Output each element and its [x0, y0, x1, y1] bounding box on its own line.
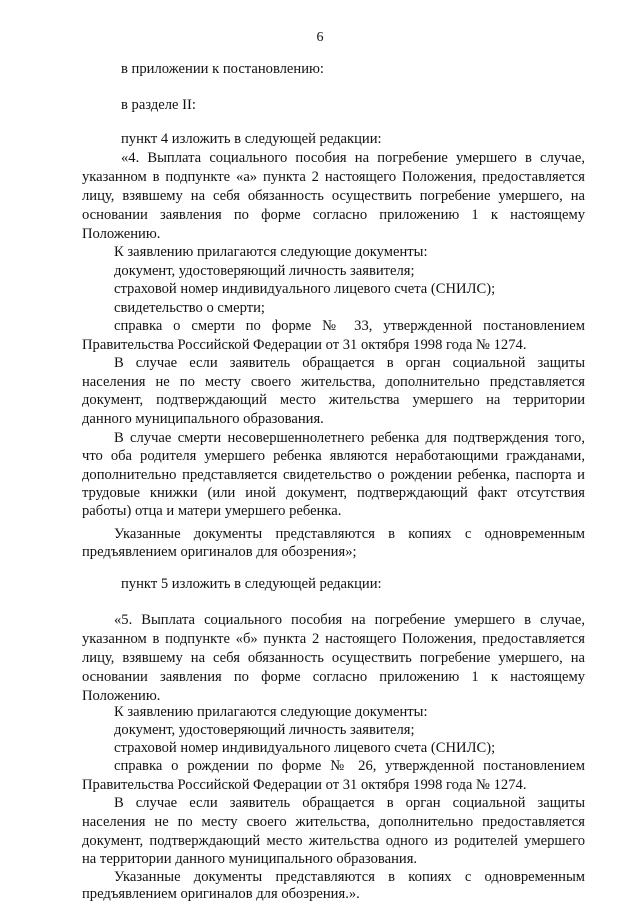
- text-line: работы) отца и матери умершего ребенка.: [82, 503, 342, 519]
- text-line: Правительства Российской Федерации от 31 октября 1998 года № 1274.: [82, 337, 527, 353]
- text-line: страховой номер индивидуального лицевого счета (СНИЛС);: [114, 740, 496, 756]
- text-line: документ, подтверждающий место жительства умершего на территории: [82, 392, 585, 408]
- text-line: что оба родителя умершего ребенка являются неработающими гражданами,: [82, 448, 585, 464]
- text-line: в приложении к постановлению:: [121, 61, 324, 77]
- text-line: дополнительно представляется свидетельство о рождении ребенка, паспорта и: [82, 467, 585, 483]
- text-line: Указанные документы представляются в копиях с одновременным: [114, 869, 585, 885]
- text-line: пункт 4 изложить в следующей редакции:: [121, 131, 382, 147]
- text-line: В случае смерти несовершеннолетнего ребенка для подтверждения того,: [114, 430, 585, 446]
- text-line: основании заявления по форме согласно приложению 1 к настоящему: [82, 207, 585, 223]
- text-line: страховой номер индивидуального лицевого счета (СНИЛС);: [114, 281, 496, 297]
- text-line: К заявлению прилагаются следующие документы:: [114, 244, 428, 260]
- text-line: трудовые книжки (или иной документ, подтверждающий факт отсутствия: [82, 485, 585, 501]
- text-line: Правительства Российской Федерации от 31 октября 1998 года № 1274.: [82, 777, 527, 793]
- text-line: «4. Выплата социального пособия на погребение умершего в случае,: [121, 150, 585, 166]
- text-line: В случае если заявитель обращается в орган социальной защиты: [114, 355, 585, 371]
- text-line: указанном в подпункте «б» пункта 2 настоящего Положения, предоставляется: [82, 631, 585, 647]
- text-line: предъявлением оригиналов для обозрения»;: [82, 544, 357, 560]
- text-line: Положению.: [82, 688, 161, 704]
- page-number: 6: [316, 30, 324, 45]
- text-line: В случае если заявитель обращается в орган социальной защиты: [114, 795, 585, 811]
- text-line: в разделе II:: [121, 97, 196, 113]
- text-line: лицу, взявшему на себя обязанность осуществить погребение умершего, на: [82, 650, 585, 666]
- text-line: справка о рождении по форме № 26, утвержденной постановлением: [114, 758, 585, 774]
- text-line: данного муниципального образования.: [82, 411, 324, 427]
- text-line: пункт 5 изложить в следующей редакции:: [121, 576, 382, 592]
- text-line: «5. Выплата социального пособия на погребение умершего в случае,: [114, 612, 585, 628]
- text-line: предъявлением оригиналов для обозрения.».: [82, 886, 360, 902]
- text-line: документ, удостоверяющий личность заявителя;: [114, 722, 415, 738]
- text-line: справка о смерти по форме № 33, утвержденной постановлением: [114, 318, 585, 334]
- text-line: населения не по месту своего жительства, дополнительно предоставляется: [82, 814, 585, 830]
- text-line: документ, удостоверяющий личность заявителя;: [114, 263, 415, 279]
- text-line: Положению.: [82, 226, 161, 242]
- text-line: свидетельство о смерти;: [114, 300, 265, 316]
- text-line: документ, подтверждающий место жительства одного из родителей умершего: [82, 833, 585, 849]
- text-line: населения не по месту своего жительства, дополнительно представляется: [82, 374, 585, 390]
- text-line: на территории данного муниципального образования.: [82, 851, 418, 867]
- text-line: К заявлению прилагаются следующие документы:: [114, 704, 428, 720]
- text-line: лицу, взявшему на себя обязанность осуществить погребение умершего, на: [82, 188, 585, 204]
- text-line: Указанные документы представляются в копиях с одновременным: [114, 526, 585, 542]
- text-line: основании заявления по форме согласно приложению 1 к настоящему: [82, 669, 585, 685]
- text-line: указанном в подпункте «а» пункта 2 настоящего Положения, предоставляется: [82, 169, 585, 185]
